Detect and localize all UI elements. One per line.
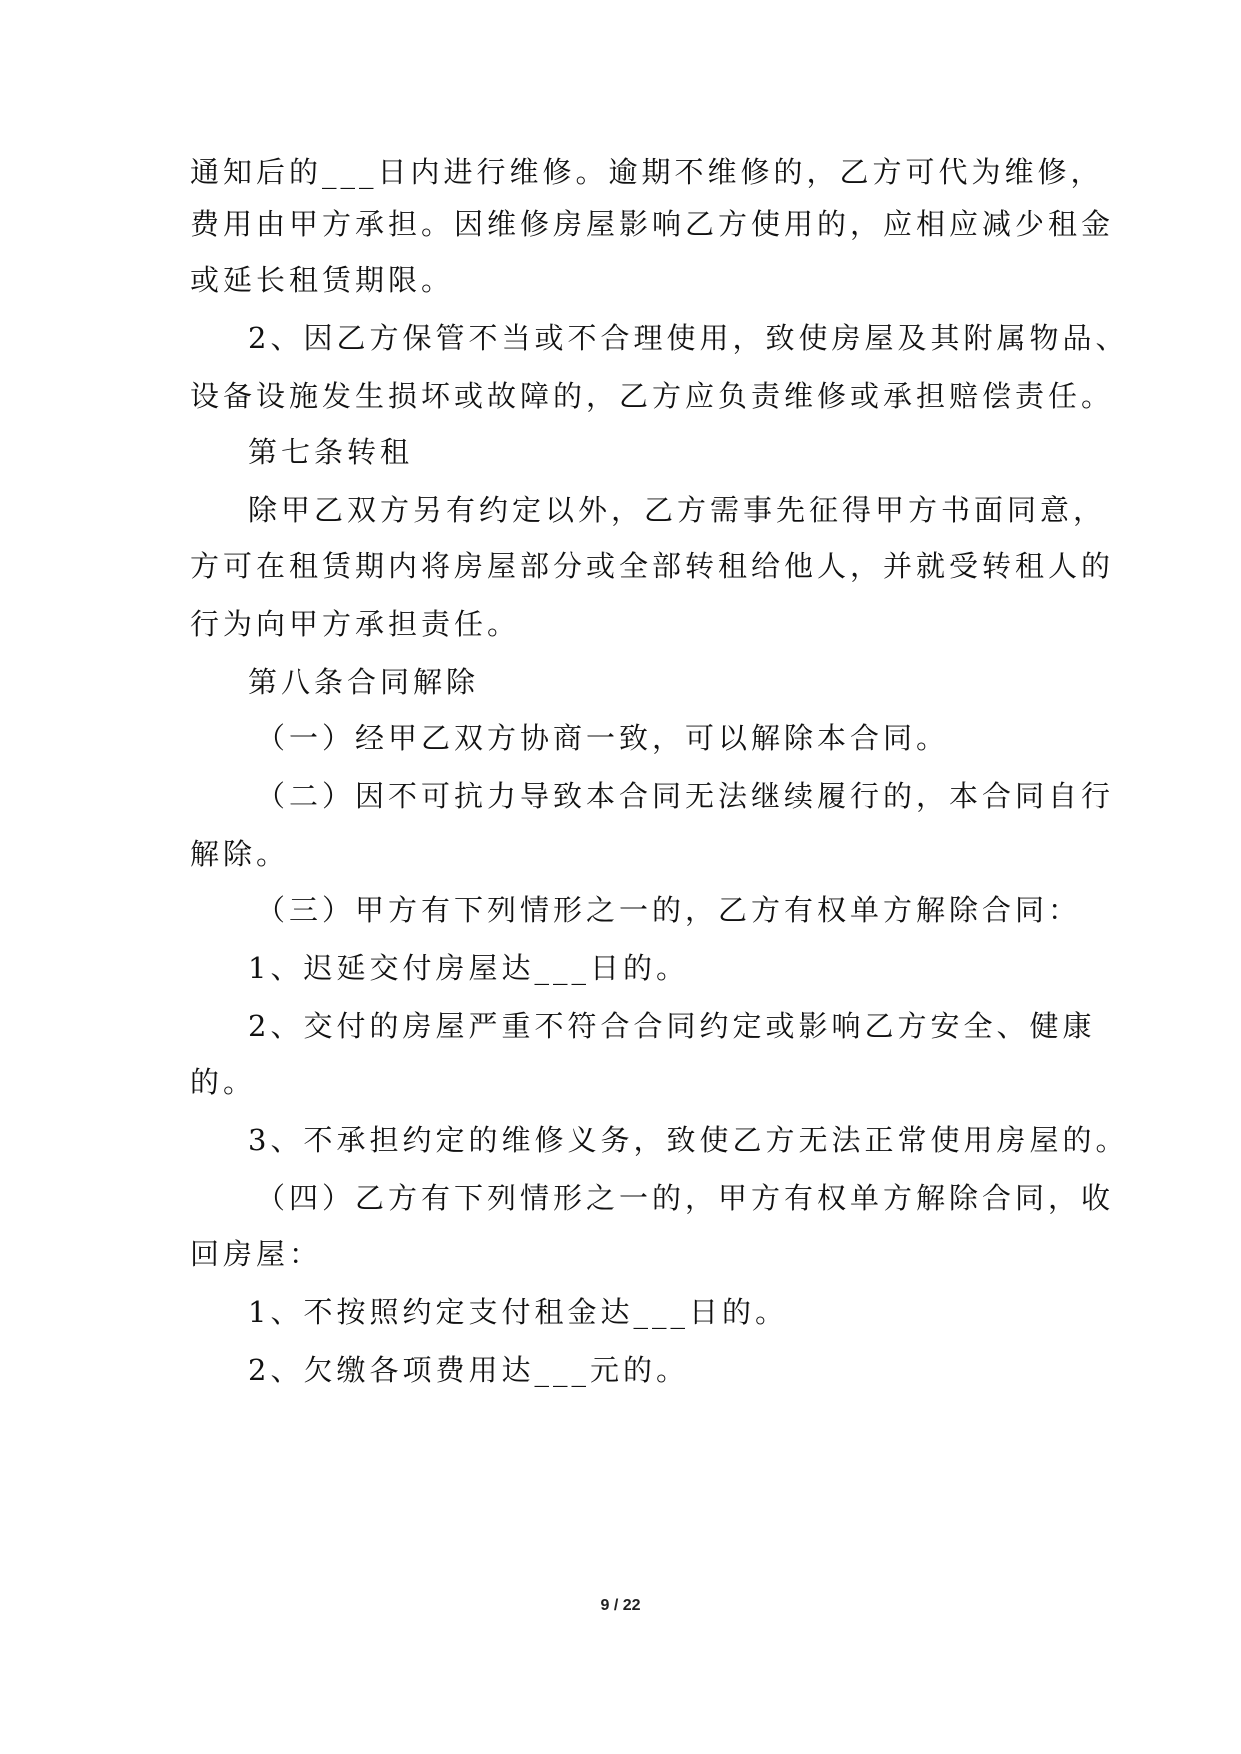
text-line: 或延长租赁期限。 xyxy=(190,263,455,297)
text-line: 通知后的___日内进行维修。逾期不维修的，乙方可代为维修， xyxy=(190,155,1104,189)
text-line: 2、欠缴各项费用达___元的。 xyxy=(248,1353,689,1387)
text-line: 解除。 xyxy=(190,837,290,871)
text-line: 2、交付的房屋严重不符合合同约定或影响乙方安全、健康 xyxy=(248,1009,1096,1043)
section-heading: 第八条合同解除 xyxy=(248,665,480,699)
text-line: （四）乙方有下列情形之一的，甲方有权单方解除合同，收 xyxy=(256,1181,1115,1215)
text-line: （三）甲方有下列情形之一的，乙方有权单方解除合同： xyxy=(256,893,1082,927)
text-line: 行为向甲方承担责任。 xyxy=(190,607,521,641)
text-line: 的。 xyxy=(190,1065,257,1099)
text-line: （二）因不可抗力导致本合同无法继续履行的，本合同自行 xyxy=(256,779,1115,813)
text-line: （一）经甲乙双方协商一致，可以解除本合同。 xyxy=(256,721,950,755)
text-line: 除甲乙双方另有约定以外，乙方需事先征得甲方书面同意， xyxy=(248,493,1107,527)
section-heading: 第七条转租 xyxy=(248,435,414,469)
text-line: 2、因乙方保管不当或不合理使用，致使房屋及其附属物品、 xyxy=(248,321,1129,355)
text-line: 费用由甲方承担。因维修房屋影响乙方使用的，应相应减少租金 xyxy=(190,207,1115,241)
page-number: 9 / 22 xyxy=(600,1597,641,1614)
text-line: 3、不承担约定的维修义务，致使乙方无法正常使用房屋的。 xyxy=(248,1123,1129,1157)
text-line: 回房屋： xyxy=(190,1237,323,1271)
text-line: 方可在租赁期内将房屋部分或全部转租给他人，并就受转租人的 xyxy=(190,549,1115,583)
text-line: 1、不按照约定支付租金达___日的。 xyxy=(248,1295,788,1329)
text-line: 设备设施发生损坏或故障的，乙方应负责维修或承担赔偿责任。 xyxy=(190,379,1115,413)
text-line: 1、迟延交付房屋达___日的。 xyxy=(248,951,689,985)
